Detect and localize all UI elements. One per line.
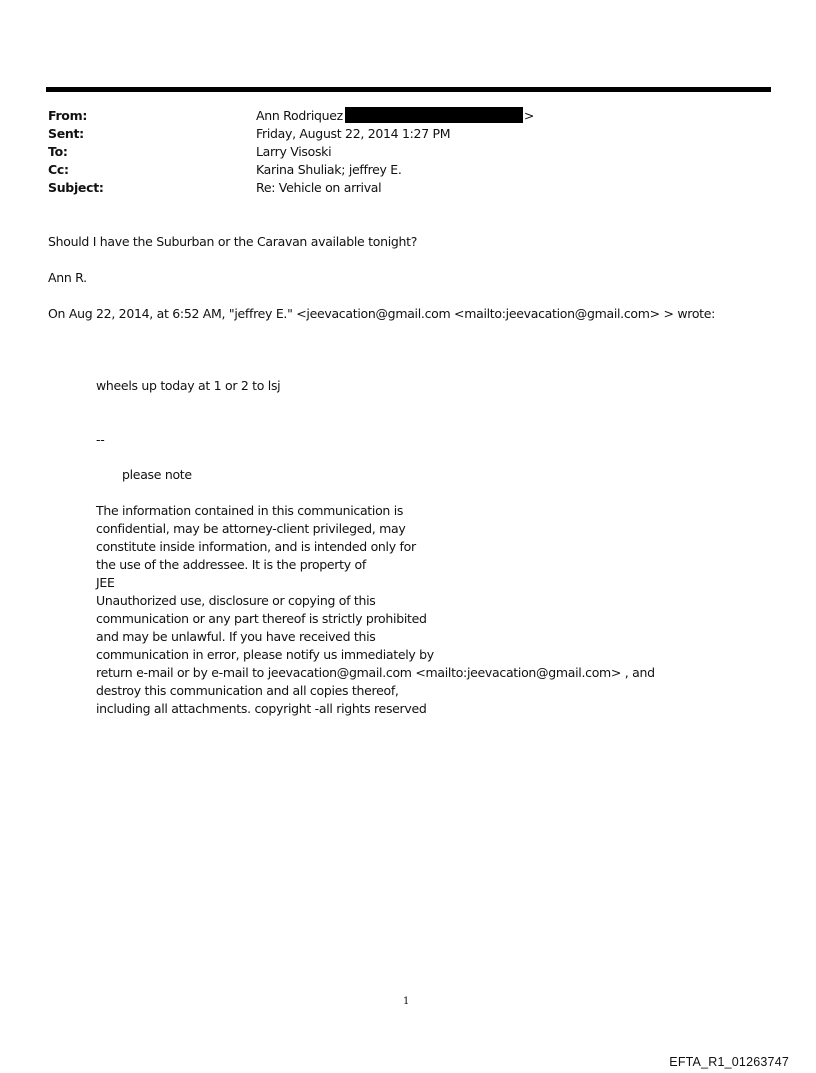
disclaimer-line: Unauthorized use, disclosure or copying of this (96, 593, 376, 608)
disclaimer-line: communication in error, please notify us immediately by (96, 647, 434, 662)
disclaimer-line: and may be unlawful. If you have received this (96, 629, 376, 644)
disclaimer-line: JEE (96, 575, 115, 590)
cc-label: Cc: (48, 162, 69, 177)
disclaimer (96, 502, 655, 718)
quoted-message: wheels up today at 1 or 2 to lsj (96, 378, 281, 393)
disclaimer-line: The information contained in this communication is (96, 503, 404, 518)
body-question: Should I have the Suburban or the Caravan available tonight? (48, 234, 418, 249)
sent-label: Sent: (48, 126, 84, 141)
from-email-close: > (523, 108, 535, 123)
header-rule (46, 87, 771, 92)
disclaimer-line: return e-mail or by e-mail to jeevacation@gmail.com <mailto:jeevacation@gmail.com> , and (96, 665, 655, 680)
sent-value: Friday, August 22, 2014 1:27 PM (256, 126, 451, 141)
from-value (256, 107, 534, 125)
from-name: Ann Rodriquez (256, 108, 343, 123)
to-label: To: (48, 144, 68, 159)
cc-value: Karina Shuliak; jeffrey E. (256, 162, 402, 177)
bates-number: EFTA_R1_01263747 (669, 1055, 789, 1069)
please-note: please note (122, 467, 192, 482)
disclaimer-line: the use of the addressee. It is the property of (96, 557, 366, 572)
disclaimer-line: confidential, may be attorney-client privileged, may (96, 521, 406, 536)
to-value: Larry Visoski (256, 144, 332, 159)
signature-separator: -- (96, 432, 105, 447)
body-signoff: Ann R. (48, 270, 87, 285)
from-label: From: (48, 108, 88, 123)
disclaimer-line: destroy this communication and all copies thereof, (96, 683, 399, 698)
redaction-block (345, 107, 523, 123)
subject-label: Subject: (48, 180, 104, 195)
subject-value: Re: Vehicle on arrival (256, 180, 382, 195)
disclaimer-line: including all attachments. copyright -all rights reserved (96, 701, 427, 716)
page-number: 1 (403, 996, 410, 1007)
quote-intro: On Aug 22, 2014, at 6:52 AM, "jeffrey E." <jeevacation@gmail.com <mailto:jeevacation@gmail.com> > wrote: (48, 306, 716, 321)
disclaimer-line: constitute inside information, and is intended only for (96, 539, 416, 554)
disclaimer-line: communication or any part thereof is strictly prohibited (96, 611, 427, 626)
